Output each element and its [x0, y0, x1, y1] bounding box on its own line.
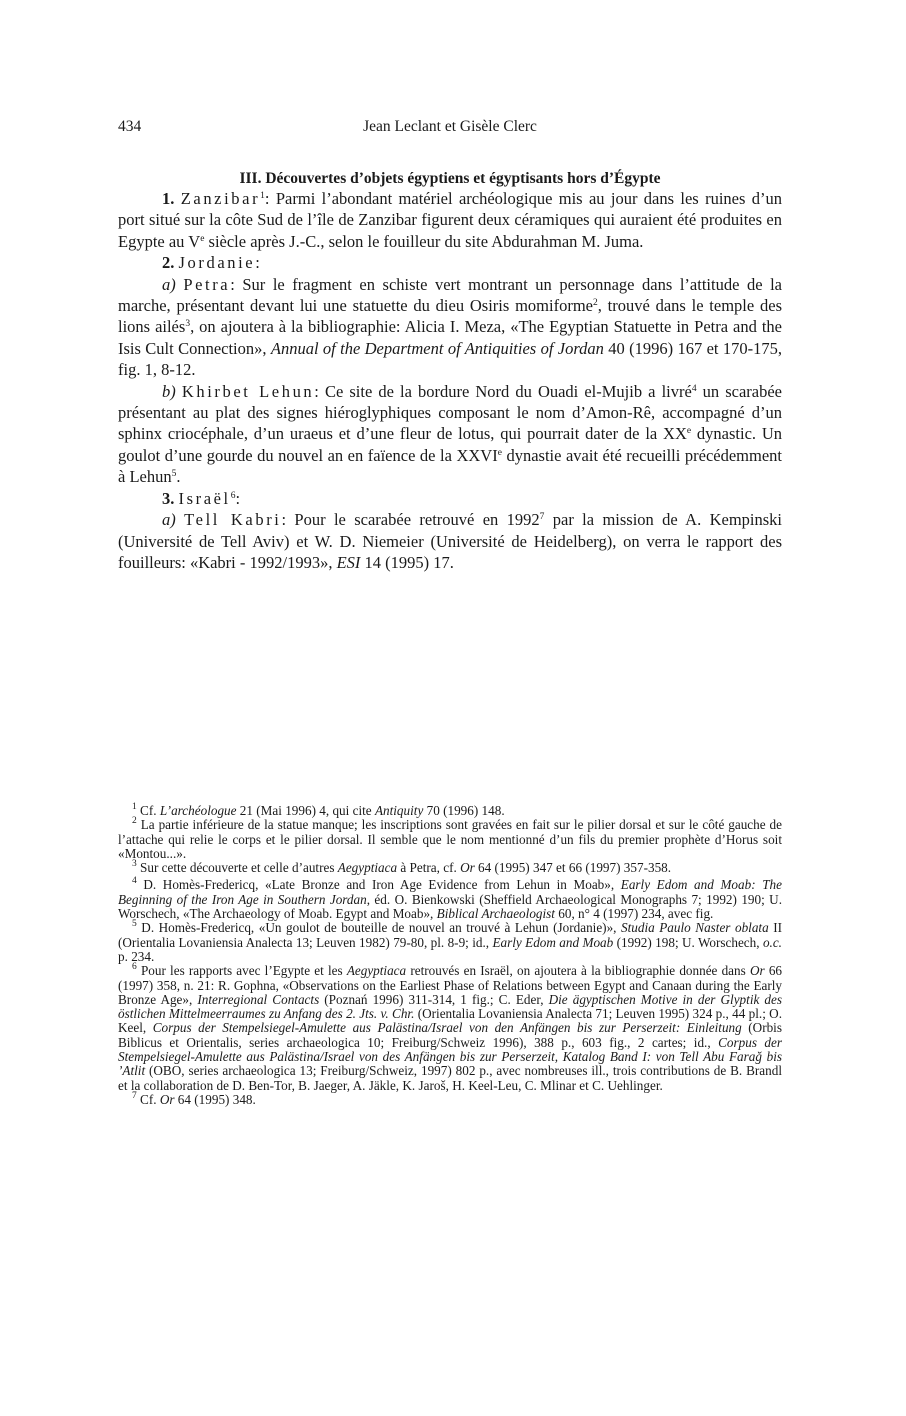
paragraph-khirbet-lehun	[118, 381, 782, 488]
footnote-4	[118, 878, 782, 921]
footnote-number: 7	[132, 1090, 137, 1101]
journal-title: ESI	[336, 552, 361, 572]
footnote-6	[118, 964, 782, 1093]
place-name: Jordanie	[178, 253, 256, 273]
footnote-italic: Aegyptiaca	[337, 860, 398, 876]
footnote-7	[118, 1090, 782, 1107]
footnote-text: D. Homès-Fredericq, «Un goulot de bouteille de nouvel an trouvé à Lehun (Jordanie)»,	[141, 920, 621, 936]
footnote-italic: Antiquity	[374, 803, 424, 818]
place-name: Tell Kabri	[184, 510, 282, 530]
footnote-number: 2	[132, 816, 137, 827]
paragraph-text: .	[176, 467, 181, 487]
paragraph-zanzibar	[118, 188, 782, 252]
footnote-text: retrouvés en Israël, on ajoutera à la bibliographie donnée dans	[406, 963, 750, 979]
footnote-text: 70 (1996) 148.	[423, 803, 505, 818]
punctuation: :	[255, 253, 260, 273]
footnote-text: , éd. O. Bienkowski (Sheffield Archaeological Monographs 7; 1992) 190; U. Worschech, «The Archaeology of Moab. Egypt and Moab»,	[118, 891, 782, 922]
footnote-italic: Die ägyptischen Motive in der Glyptik des östlichen Mittelmeerraumes zu Anfang des 2. Jts. v. Chr.	[118, 991, 783, 1022]
superscript: e	[497, 447, 502, 458]
footnote-italic: Early Edom and Moab: The Beginning of the Iron Age in Southern Jordan	[118, 877, 782, 907]
paragraph-text: : Ce site de la bordure Nord du Ouadi el-Mujib a livré	[314, 381, 692, 401]
footnote-ref: 2	[592, 298, 598, 309]
paragraph-text: : Parmi l’abondant matériel archéologique mis au jour dans les ruines d’un port situé sur la côte Sud de l’île de Zanzibar figurent deux céramiques qui auraient été produites en Egypte au V	[118, 189, 783, 251]
running-title: Jean Leclant et Gisèle Clerc	[363, 118, 537, 135]
footnote-italic: Studia Paulo Naster oblata	[621, 920, 769, 936]
footnote-number: 4	[132, 876, 137, 887]
place-name: Khirbet Lehun	[181, 381, 315, 401]
footnote-5	[118, 921, 782, 964]
footnote-ref: 7	[539, 512, 545, 523]
footnote-italic: Early Edom and Moab	[492, 934, 614, 950]
place-name: Israël	[178, 488, 231, 508]
footnote-text: à Petra, cf.	[397, 860, 461, 876]
journal-title: Annual of the Department of Antiquities of Jordan	[270, 338, 604, 358]
footnote-italic: o.c.	[762, 934, 782, 950]
footnote-text: p. 234.	[118, 948, 155, 964]
footnote-italic: Corpus der Stempelsiegel-Amulette aus Palästina/Israel von den Anfängen bis zur Perserzeit: Einleitung	[152, 1020, 742, 1036]
footnote-2	[118, 818, 782, 861]
paragraph-text: : Pour le scarabée retrouvé en 1992	[281, 510, 540, 530]
footnote-italic: Interregional Contacts	[197, 991, 320, 1007]
footnote-text: 64 (1995) 348.	[174, 1091, 256, 1107]
footnote-ref: 6	[230, 490, 236, 501]
body-text	[118, 188, 782, 573]
paragraph-text: siècle après J.-C., selon le fouilleur du site Abdurahman M. Juma.	[204, 231, 644, 251]
superscript: e	[200, 233, 205, 244]
footnote-text: Sur cette découverte et celle d’autres	[140, 860, 338, 876]
footnote-italic: Or	[159, 1091, 175, 1107]
footnote-text: Pour les rapports avec l’Egypte et les	[140, 963, 347, 979]
footnote-text: 64 (1995) 347 et 66 (1997) 357-358.	[474, 860, 672, 876]
paragraph-text: dynastie avait été recueilli précédemment à Lehun	[118, 445, 782, 487]
footnote-number: 1	[132, 802, 137, 812]
footnote-text: (Poznań 1996) 311-314, 1 fig.; C. Eder,	[319, 991, 549, 1007]
place-name: Petra	[183, 274, 231, 294]
footnote-ref: 5	[171, 469, 177, 480]
subheading-israel	[118, 488, 782, 509]
footnote-text: (1992) 198; U. Worschech,	[613, 934, 763, 950]
footnote-text: (Orbis Biblicus et Orientalis, series archaeologica 10; Freiburg/Schweiz 1996), 388 p., 603 fig., 2 cartes; id.,	[118, 1020, 782, 1050]
footnote-italic: Corpus der Stempelsiegel-Amulette aus Palästina/Israel von des Anfängen bis zur Perserzeit, Katalog Band I: von Tell Abu Farağ bis ’Atlit	[118, 1034, 782, 1079]
footnote-italic: Biblical Archaeologist	[436, 906, 555, 922]
paragraph-text: un scarabée présentant au plat des signes hiéroglyphiques composant le nom d’Amon-Rê, accompagné d’un sphinx criocéphale, d’un uraeus et d’une fleur de lotus, qui pourrait dater de la XX	[118, 381, 783, 444]
page-number: 434	[118, 118, 142, 135]
footnotes	[118, 804, 782, 1107]
footnote-text: Cf.	[140, 803, 160, 818]
footnote-ref: 3	[185, 319, 191, 330]
footnote-number: 3	[132, 859, 137, 870]
footnote-text: Cf.	[140, 1091, 160, 1107]
paragraph-petra	[118, 274, 782, 381]
item-label: a)	[162, 274, 176, 294]
footnote-text: 21 (Mai 1996) 4, qui cite	[236, 803, 375, 818]
running-head	[118, 118, 782, 140]
footnote-italic: L’archéologue	[159, 803, 237, 818]
item-label: b)	[162, 381, 176, 401]
footnote-text: (OBO, series archaeologica 13; Freiburg/Schweiz, 1997) 802 p., avec nombreuses ill., trois contributions de B. Brandl et la collaboration de D. Ben-Tor, B. Jaeger, A. Jäkle, K. Jaroš, H. Keel-Leu, C. Mlinar et C. Uehlinger.	[118, 1063, 782, 1093]
footnote-text: II (Orientalia Lovaniensia Analecta 13; Leuven 1982) 79-80, pl. 8-9; id.,	[118, 920, 783, 950]
section-number: 1.	[162, 189, 175, 208]
section-number: 2.	[162, 253, 175, 273]
paragraph-text: 40 (1996) 167 et 170-175, fig. 1, 8-12.	[118, 338, 782, 380]
paragraph-text: , trouvé dans le temple des lions ailés	[118, 296, 782, 337]
footnote-text: (Orientalia Lovaniensia Analecta 71; Leuven 1995) 324 p., 44 pl.; O. Keel,	[118, 1006, 782, 1036]
place-name: Zanzibar	[180, 189, 261, 208]
paragraph-text: dynastic. Un goulot d’une gourde du nouvel an en faïence de la XXVI	[118, 424, 782, 465]
footnote-text: La partie inférieure de la statue manque; les inscriptions sont gravées en fait sur le pilier dorsal et sur le côté gauche de l’attache qui relie le corps et le pilier dorsal. Il semble que le nom mentionné d’un fils du premier prophète d’Horus soit «Montou...».	[118, 817, 782, 861]
footnote-text: D. Homès-Fredericq, «Late Bronze and Iron Age Evidence from Lehun in Moab»,	[143, 877, 621, 893]
section-number: 3.	[162, 488, 175, 508]
footnote-text: 60, n° 4 (1997) 234, avec fig.	[554, 906, 714, 922]
paragraph-text: , on ajoutera à la bibliographie: Alicia I. Meza, «The Egyptian Statuette in Petra and the Isis Cult Connection»,	[118, 317, 782, 358]
subheading-jordanie	[118, 252, 782, 273]
paragraph-text: : Sur le fragment en schiste vert montrant un personnage dans l’attitude de la marche, présentant devant lui une statuette du dieu Osiris momiforme	[118, 274, 782, 316]
footnote-italic: Or	[460, 860, 475, 876]
footnote-number: 6	[132, 962, 137, 973]
paragraph-tell-kabri	[118, 509, 782, 573]
footnote-text: 66 (1997) 358, n. 21: R. Gophna, «Observations on the Earliest Phase of Relations between Egypt and Canaan during the Early Bronze Age»,	[118, 963, 783, 1007]
superscript: e	[686, 426, 692, 437]
page	[118, 118, 782, 573]
item-label: a)	[162, 510, 176, 530]
paragraph-text: 14 (1995) 17.	[360, 552, 454, 572]
footnote-3	[118, 861, 782, 875]
footnote-ref: 1	[260, 191, 265, 201]
section-heading: III. Découvertes d’objets égyptiens et égyptisants hors d’Égypte	[239, 170, 661, 187]
punctuation: :	[235, 488, 241, 508]
footnote-ref: 4	[691, 383, 697, 394]
footnote-italic: Aegyptiaca	[346, 963, 407, 979]
paragraph-text: par la mission de A. Kempinski (Université de Tell Aviv) et W. D. Niemeier (Université de Heidelberg), on verra le rapport des fouilleurs: «Kabri - 1992/1993»,	[118, 510, 782, 572]
footnote-italic: Or	[749, 963, 765, 979]
footnote-number: 5	[132, 919, 137, 930]
